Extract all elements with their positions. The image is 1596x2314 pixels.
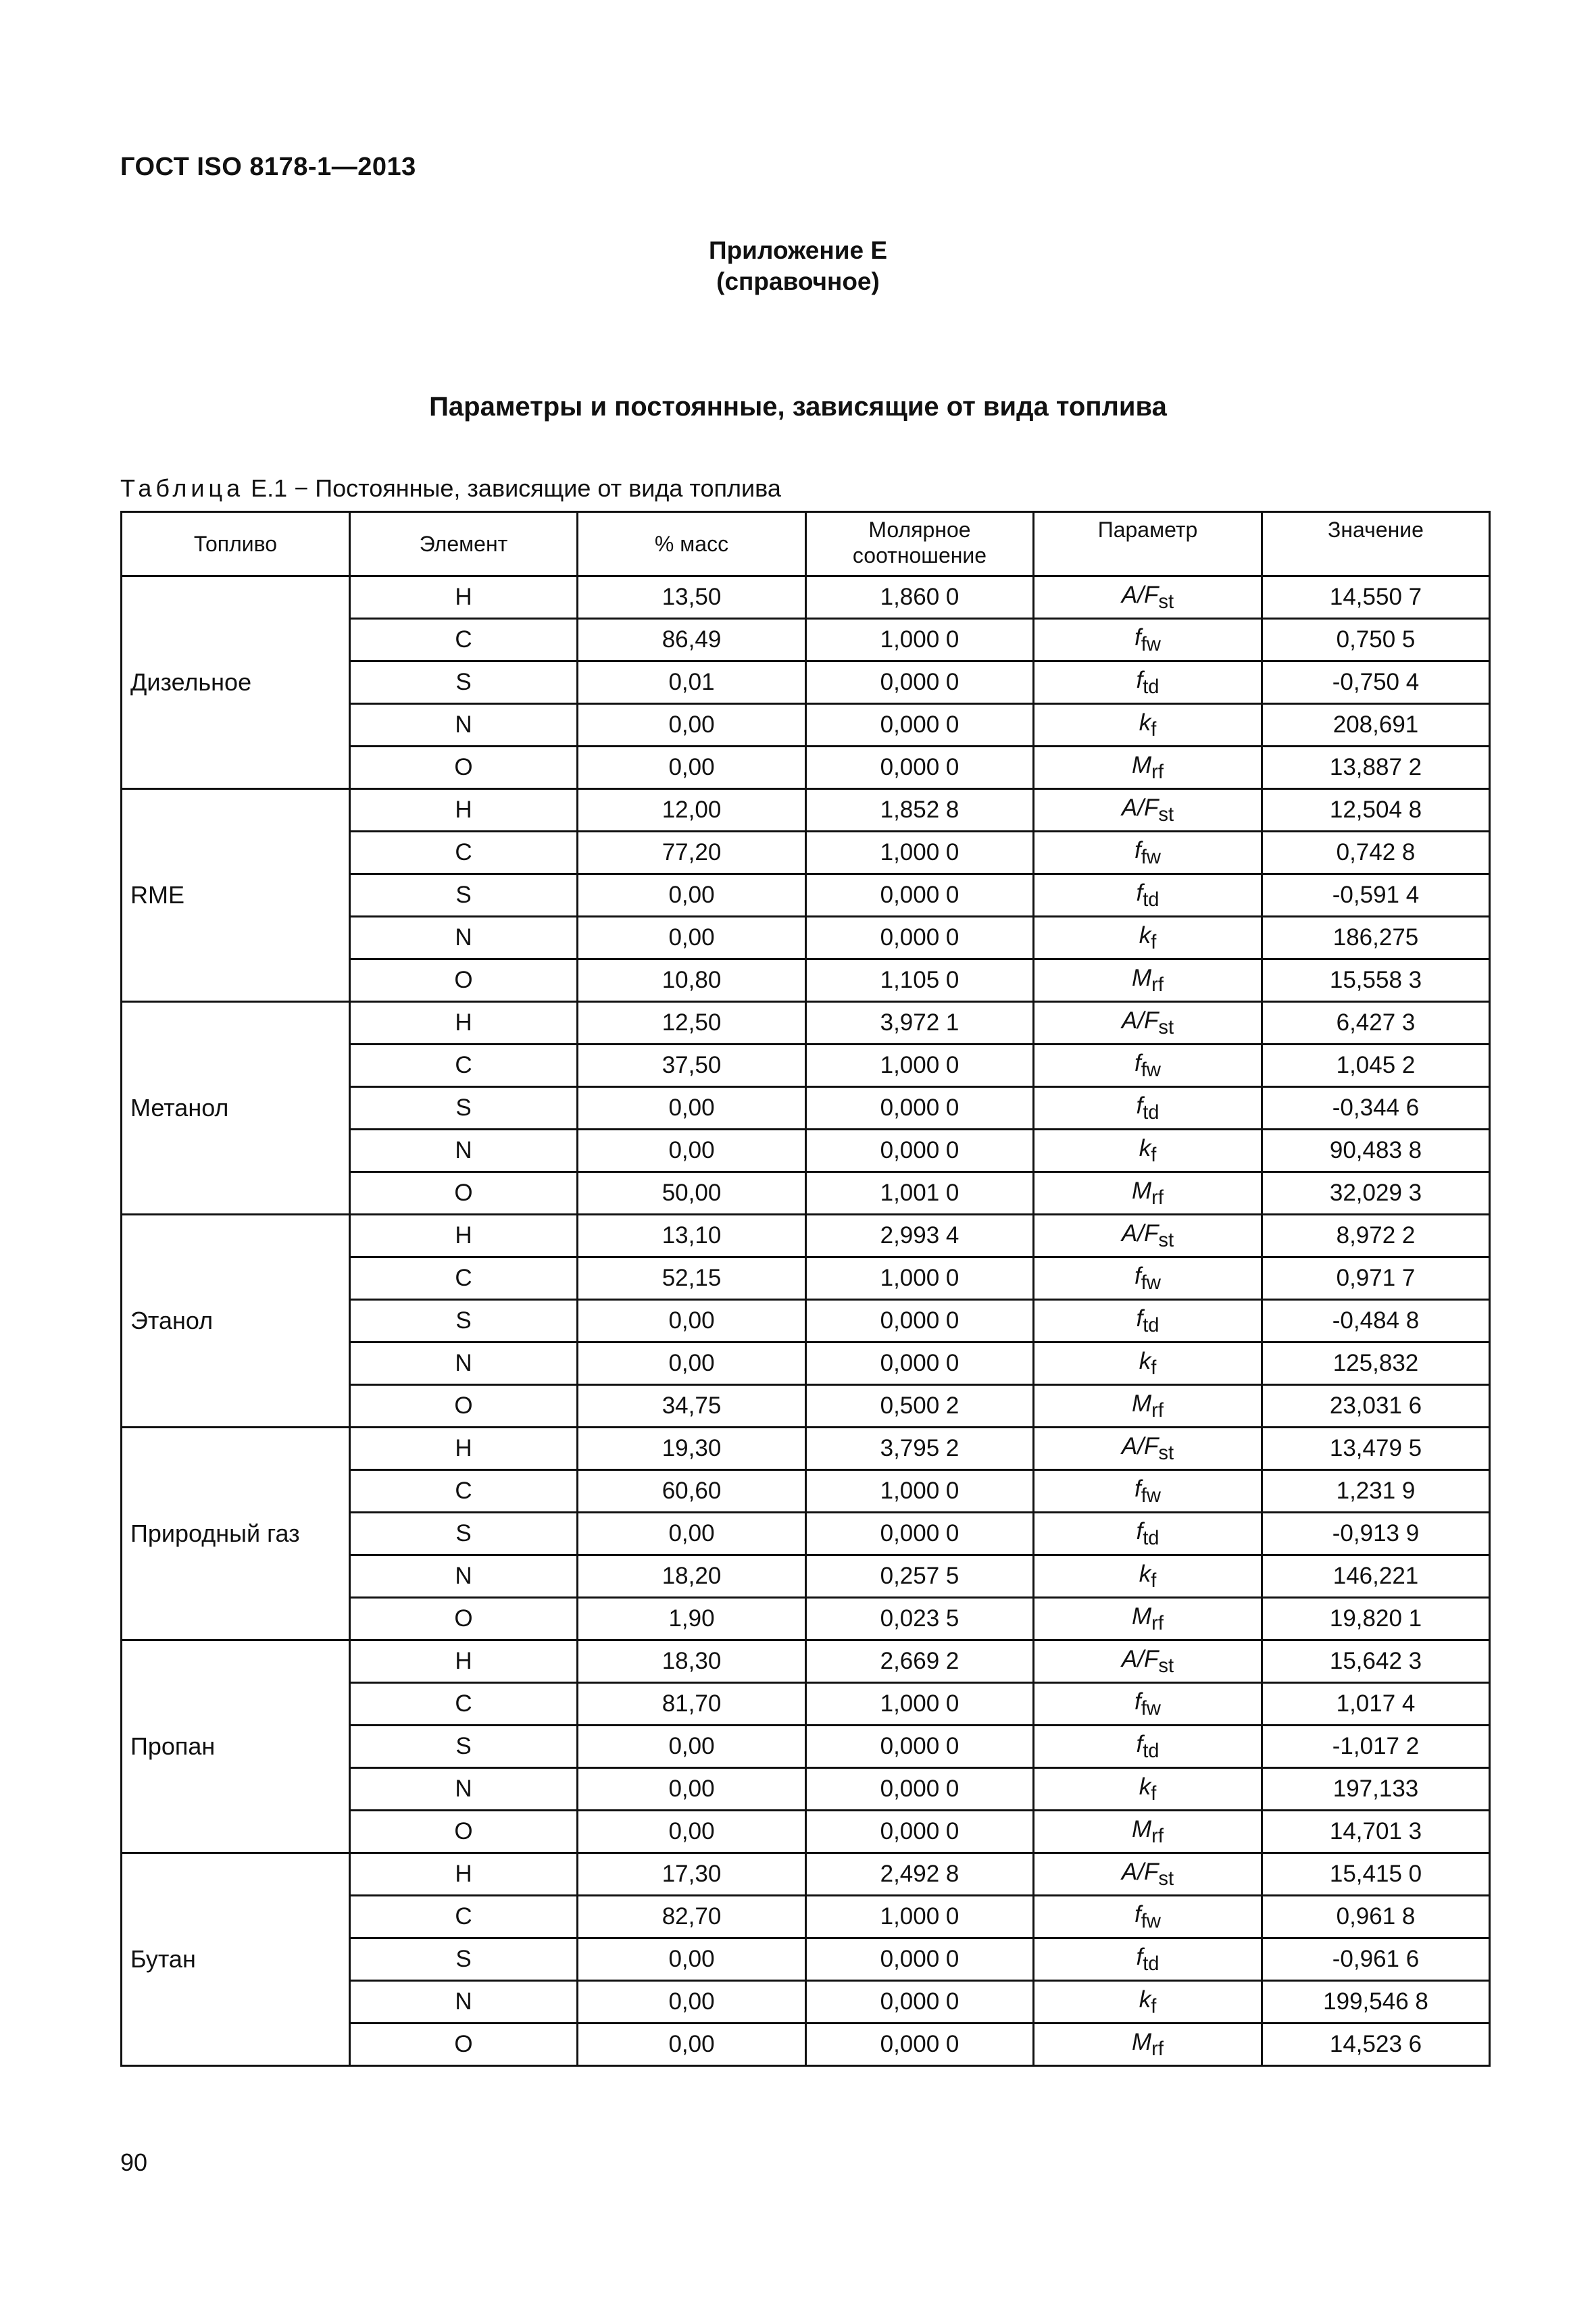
- element-cell: C: [350, 1470, 578, 1513]
- value-cell: 199,546 8: [1262, 1981, 1490, 2023]
- molar-cell: 1,000 0: [806, 832, 1034, 874]
- parameter-cell: [1034, 1853, 1262, 1896]
- element-cell: S: [350, 1938, 578, 1981]
- parameter-symbol: f: [1134, 1688, 1141, 1715]
- parameter-subscript: fw: [1141, 1272, 1161, 1294]
- mass-cell: 0,00: [578, 874, 806, 917]
- molar-cell: 1,000 0: [806, 1045, 1034, 1087]
- molar-cell: 0,000 0: [806, 1087, 1034, 1130]
- parameter-symbol: k: [1139, 1773, 1151, 1800]
- element-cell: S: [350, 1087, 578, 1130]
- parameter-symbol: f: [1136, 1730, 1143, 1757]
- parameter-cell: [1034, 1215, 1262, 1257]
- mass-cell: 50,00: [578, 1172, 806, 1215]
- molar-cell: 2,669 2: [806, 1640, 1034, 1683]
- parameter-subscript: f: [1151, 1995, 1157, 2017]
- parameter-cell: [1034, 1428, 1262, 1470]
- parameter-subscript: td: [1143, 676, 1159, 698]
- element-cell: C: [350, 832, 578, 874]
- parameter-cell: [1034, 1938, 1262, 1981]
- element-cell: O: [350, 1598, 578, 1640]
- parameter-subscript: rf: [1151, 2038, 1164, 2060]
- mass-cell: 86,49: [578, 619, 806, 661]
- parameter-symbol: f: [1134, 624, 1141, 651]
- mass-cell: 0,00: [578, 1087, 806, 1130]
- parameter-symbol: M: [1132, 964, 1152, 991]
- parameter-subscript: st: [1158, 803, 1174, 826]
- parameter-cell: [1034, 619, 1262, 661]
- parameter-symbol: k: [1139, 922, 1151, 949]
- molar-cell: 0,000 0: [806, 1130, 1034, 1172]
- parameter-symbol: k: [1139, 1134, 1151, 1161]
- parameter-subscript: f: [1151, 931, 1157, 953]
- value-cell: 15,558 3: [1262, 959, 1490, 1002]
- molar-cell: 0,000 0: [806, 874, 1034, 917]
- caption-label: Таблица: [120, 474, 245, 502]
- fuel-name-cell: Пропан: [122, 1640, 350, 1853]
- parameter-symbol: M: [1132, 751, 1152, 778]
- parameter-subscript: fw: [1141, 1484, 1161, 1507]
- mass-cell: 18,20: [578, 1555, 806, 1598]
- parameter-subscript: rf: [1151, 1186, 1164, 1209]
- molar-cell: 1,852 8: [806, 789, 1034, 832]
- appendix-heading: [0, 235, 1596, 297]
- value-cell: -0,344 6: [1262, 1087, 1490, 1130]
- parameter-symbol: f: [1134, 1049, 1141, 1076]
- molar-cell: 0,000 0: [806, 917, 1034, 959]
- mass-cell: 37,50: [578, 1045, 806, 1087]
- parameter-cell: [1034, 661, 1262, 704]
- parameter-cell: [1034, 704, 1262, 747]
- parameter-symbol: f: [1134, 1901, 1141, 1928]
- table-header-row: [122, 512, 1490, 576]
- value-cell: 6,427 3: [1262, 1002, 1490, 1045]
- value-cell: 15,415 0: [1262, 1853, 1490, 1896]
- parameter-subscript: f: [1151, 1782, 1157, 1805]
- parameter-subscript: st: [1158, 1229, 1174, 1251]
- parameter-subscript: fw: [1141, 1059, 1161, 1081]
- appendix-subtitle: (справочное): [716, 268, 880, 295]
- parameter-cell: [1034, 917, 1262, 959]
- parameter-subscript: fw: [1141, 846, 1161, 868]
- parameter-subscript: td: [1143, 1527, 1159, 1549]
- table-row: [122, 1215, 1490, 1257]
- parameter-subscript: st: [1158, 1867, 1174, 1890]
- section-title: Параметры и постоянные, зависящие от вида топлива: [429, 392, 1167, 422]
- element-cell: H: [350, 1640, 578, 1683]
- parameter-subscript: td: [1143, 1953, 1159, 1975]
- parameter-subscript: st: [1158, 1442, 1174, 1464]
- value-cell: 0,750 5: [1262, 619, 1490, 661]
- molar-cell: 2,993 4: [806, 1215, 1034, 1257]
- parameter-symbol: k: [1139, 1560, 1151, 1587]
- element-cell: H: [350, 1002, 578, 1045]
- header-molar: [806, 512, 1034, 576]
- table-row: [122, 1853, 1490, 1896]
- parameter-cell: [1034, 1130, 1262, 1172]
- molar-cell: 0,000 0: [806, 661, 1034, 704]
- parameter-subscript: st: [1158, 590, 1174, 613]
- table-row: [122, 1640, 1490, 1683]
- mass-cell: 0,00: [578, 1768, 806, 1811]
- parameter-cell: [1034, 789, 1262, 832]
- parameter-symbol: f: [1136, 1305, 1143, 1332]
- element-cell: C: [350, 1257, 578, 1300]
- molar-cell: 1,000 0: [806, 1257, 1034, 1300]
- fuel-name-cell: Метанол: [122, 1002, 350, 1215]
- element-cell: N: [350, 1981, 578, 2023]
- parameter-subscript: td: [1143, 1101, 1159, 1124]
- parameter-symbol: A/F: [1121, 581, 1159, 608]
- molar-cell: 0,000 0: [806, 1938, 1034, 1981]
- element-cell: S: [350, 1513, 578, 1555]
- molar-cell: 0,023 5: [806, 1598, 1034, 1640]
- fuel-name-cell: Дизельное: [122, 576, 350, 789]
- value-cell: 0,961 8: [1262, 1896, 1490, 1938]
- parameter-symbol: M: [1132, 1815, 1152, 1842]
- fuel-constants-table: [120, 511, 1491, 2067]
- molar-cell: 3,972 1: [806, 1002, 1034, 1045]
- parameter-subscript: f: [1151, 1144, 1157, 1166]
- value-cell: 19,820 1: [1262, 1598, 1490, 1640]
- parameter-subscript: rf: [1151, 761, 1164, 783]
- parameter-subscript: td: [1143, 1740, 1159, 1762]
- parameter-cell: [1034, 1257, 1262, 1300]
- element-cell: S: [350, 874, 578, 917]
- molar-cell: 1,000 0: [806, 619, 1034, 661]
- element-cell: N: [350, 917, 578, 959]
- value-cell: 23,031 6: [1262, 1385, 1490, 1428]
- mass-cell: 0,00: [578, 1513, 806, 1555]
- parameter-symbol: A/F: [1121, 1219, 1159, 1247]
- element-cell: H: [350, 1853, 578, 1896]
- mass-cell: 0,00: [578, 2023, 806, 2066]
- parameter-symbol: f: [1134, 1262, 1141, 1289]
- table-caption: [120, 474, 781, 503]
- parameter-subscript: td: [1143, 1314, 1159, 1336]
- parameter-symbol: f: [1136, 1092, 1143, 1119]
- value-cell: 208,691: [1262, 704, 1490, 747]
- mass-cell: 0,00: [578, 704, 806, 747]
- parameter-symbol: f: [1136, 1517, 1143, 1544]
- caption-text: − Постоянные, зависящие от вида топлива: [294, 474, 781, 502]
- header-element: Элемент: [350, 512, 578, 576]
- mass-cell: 77,20: [578, 832, 806, 874]
- mass-cell: 34,75: [578, 1385, 806, 1428]
- value-cell: 0,971 7: [1262, 1257, 1490, 1300]
- parameter-cell: [1034, 1896, 1262, 1938]
- parameter-subscript: rf: [1151, 1612, 1164, 1634]
- value-cell: 32,029 3: [1262, 1172, 1490, 1215]
- element-cell: S: [350, 1726, 578, 1768]
- mass-cell: 0,00: [578, 1130, 806, 1172]
- value-cell: 14,523 6: [1262, 2023, 1490, 2066]
- fuel-name-cell: Этанол: [122, 1215, 350, 1428]
- parameter-subscript: rf: [1151, 974, 1164, 996]
- element-cell: N: [350, 704, 578, 747]
- element-cell: C: [350, 1683, 578, 1726]
- mass-cell: 82,70: [578, 1896, 806, 1938]
- mass-cell: 13,10: [578, 1215, 806, 1257]
- parameter-cell: [1034, 1172, 1262, 1215]
- element-cell: H: [350, 576, 578, 619]
- value-cell: 13,887 2: [1262, 747, 1490, 789]
- mass-cell: 0,00: [578, 747, 806, 789]
- molar-cell: 1,860 0: [806, 576, 1034, 619]
- table-row: [122, 789, 1490, 832]
- parameter-subscript: st: [1158, 1655, 1174, 1677]
- element-cell: H: [350, 789, 578, 832]
- element-cell: O: [350, 1172, 578, 1215]
- molar-cell: 0,000 0: [806, 1513, 1034, 1555]
- parameter-cell: [1034, 1385, 1262, 1428]
- mass-cell: 0,00: [578, 1342, 806, 1385]
- molar-cell: 0,000 0: [806, 1342, 1034, 1385]
- parameter-subscript: st: [1158, 1016, 1174, 1038]
- molar-cell: 0,500 2: [806, 1385, 1034, 1428]
- parameter-symbol: A/F: [1121, 1007, 1159, 1034]
- value-cell: -0,961 6: [1262, 1938, 1490, 1981]
- parameter-symbol: M: [1132, 2028, 1152, 2055]
- parameter-subscript: rf: [1151, 1399, 1164, 1422]
- element-cell: N: [350, 1555, 578, 1598]
- element-cell: C: [350, 1045, 578, 1087]
- parameter-subscript: fw: [1141, 1910, 1161, 1932]
- element-cell: O: [350, 2023, 578, 2066]
- value-cell: -0,750 4: [1262, 661, 1490, 704]
- table-row: [122, 576, 1490, 619]
- parameter-subscript: fw: [1141, 633, 1161, 655]
- parameter-cell: [1034, 1087, 1262, 1130]
- value-cell: 90,483 8: [1262, 1130, 1490, 1172]
- element-cell: O: [350, 959, 578, 1002]
- parameter-subscript: td: [1143, 888, 1159, 911]
- parameter-cell: [1034, 576, 1262, 619]
- parameter-cell: [1034, 1811, 1262, 1853]
- mass-cell: 0,00: [578, 917, 806, 959]
- mass-cell: 0,00: [578, 1726, 806, 1768]
- value-cell: 13,479 5: [1262, 1428, 1490, 1470]
- molar-cell: 0,000 0: [806, 2023, 1034, 2066]
- mass-cell: 0,00: [578, 1811, 806, 1853]
- parameter-cell: [1034, 874, 1262, 917]
- molar-cell: 3,795 2: [806, 1428, 1034, 1470]
- table-body: [122, 576, 1490, 2066]
- parameter-cell: [1034, 1045, 1262, 1087]
- element-cell: N: [350, 1768, 578, 1811]
- molar-cell: 0,000 0: [806, 1768, 1034, 1811]
- mass-cell: 81,70: [578, 1683, 806, 1726]
- parameter-symbol: k: [1139, 1347, 1151, 1374]
- mass-cell: 0,00: [578, 1300, 806, 1342]
- parameter-subscript: fw: [1141, 1697, 1161, 1719]
- parameter-cell: [1034, 1726, 1262, 1768]
- header-molar-line1: Молярное: [868, 518, 971, 542]
- parameter-symbol: M: [1132, 1177, 1152, 1204]
- parameter-cell: [1034, 832, 1262, 874]
- fuel-name-cell: Бутан: [122, 1853, 350, 2066]
- value-cell: 14,701 3: [1262, 1811, 1490, 1853]
- element-cell: S: [350, 661, 578, 704]
- header-fuel: Топливо: [122, 512, 350, 576]
- molar-cell: 0,000 0: [806, 1300, 1034, 1342]
- molar-cell: 0,000 0: [806, 704, 1034, 747]
- header-value: Значение: [1262, 512, 1490, 576]
- parameter-subscript: f: [1151, 1569, 1157, 1592]
- molar-cell: 1,001 0: [806, 1172, 1034, 1215]
- molar-cell: 1,000 0: [806, 1896, 1034, 1938]
- element-cell: C: [350, 1896, 578, 1938]
- fuel-name-cell: RME: [122, 789, 350, 1002]
- value-cell: 146,221: [1262, 1555, 1490, 1598]
- appendix-title: Приложение Е: [708, 236, 888, 264]
- mass-cell: 60,60: [578, 1470, 806, 1513]
- value-cell: 15,642 3: [1262, 1640, 1490, 1683]
- element-cell: O: [350, 1385, 578, 1428]
- element-cell: O: [350, 1811, 578, 1853]
- value-cell: 0,742 8: [1262, 832, 1490, 874]
- value-cell: 1,045 2: [1262, 1045, 1490, 1087]
- element-cell: S: [350, 1300, 578, 1342]
- parameter-cell: [1034, 1342, 1262, 1385]
- molar-cell: 0,000 0: [806, 1811, 1034, 1853]
- parameter-symbol: f: [1134, 836, 1141, 863]
- parameter-symbol: k: [1139, 709, 1151, 736]
- parameter-cell: [1034, 959, 1262, 1002]
- parameter-symbol: A/F: [1121, 1858, 1159, 1885]
- page-number: 90: [120, 2148, 148, 2176]
- document-code: ГОСТ ISO 8178-1—2013: [120, 153, 416, 181]
- mass-cell: 12,50: [578, 1002, 806, 1045]
- parameter-cell: [1034, 1981, 1262, 2023]
- value-cell: 1,231 9: [1262, 1470, 1490, 1513]
- value-cell: 197,133: [1262, 1768, 1490, 1811]
- value-cell: -1,017 2: [1262, 1726, 1490, 1768]
- value-cell: 1,017 4: [1262, 1683, 1490, 1726]
- parameter-cell: [1034, 1555, 1262, 1598]
- parameter-cell: [1034, 1002, 1262, 1045]
- element-cell: H: [350, 1428, 578, 1470]
- mass-cell: 12,00: [578, 789, 806, 832]
- parameter-cell: [1034, 2023, 1262, 2066]
- parameter-symbol: k: [1139, 1986, 1151, 2013]
- parameter-cell: [1034, 1300, 1262, 1342]
- mass-cell: 10,80: [578, 959, 806, 1002]
- mass-cell: 1,90: [578, 1598, 806, 1640]
- mass-cell: 0,00: [578, 1938, 806, 1981]
- parameter-symbol: M: [1132, 1603, 1152, 1630]
- value-cell: 125,832: [1262, 1342, 1490, 1385]
- parameter-subscript: rf: [1151, 1825, 1164, 1847]
- fuel-name-cell: Природный газ: [122, 1428, 350, 1640]
- parameter-symbol: M: [1132, 1390, 1152, 1417]
- parameter-symbol: f: [1136, 666, 1143, 693]
- parameter-symbol: A/F: [1121, 1432, 1159, 1459]
- parameter-cell: [1034, 1470, 1262, 1513]
- element-cell: H: [350, 1215, 578, 1257]
- molar-cell: 2,492 8: [806, 1853, 1034, 1896]
- header-mass: % масс: [578, 512, 806, 576]
- mass-cell: 13,50: [578, 576, 806, 619]
- parameter-cell: [1034, 1513, 1262, 1555]
- table-row: [122, 1002, 1490, 1045]
- molar-cell: 1,105 0: [806, 959, 1034, 1002]
- parameter-symbol: f: [1136, 1943, 1143, 1970]
- value-cell: 186,275: [1262, 917, 1490, 959]
- parameter-cell: [1034, 1768, 1262, 1811]
- element-cell: O: [350, 747, 578, 789]
- molar-cell: 1,000 0: [806, 1470, 1034, 1513]
- parameter-cell: [1034, 1640, 1262, 1683]
- caption-number: Е.1: [251, 474, 288, 502]
- mass-cell: 0,00: [578, 1981, 806, 2023]
- parameter-symbol: A/F: [1121, 794, 1159, 821]
- value-cell: 12,504 8: [1262, 789, 1490, 832]
- parameter-symbol: f: [1136, 879, 1143, 906]
- value-cell: -0,484 8: [1262, 1300, 1490, 1342]
- header-parameter: Параметр: [1034, 512, 1262, 576]
- parameter-cell: [1034, 1683, 1262, 1726]
- molar-cell: 0,000 0: [806, 1981, 1034, 2023]
- parameter-subscript: f: [1151, 718, 1157, 740]
- value-cell: -0,913 9: [1262, 1513, 1490, 1555]
- parameter-cell: [1034, 1598, 1262, 1640]
- mass-cell: 52,15: [578, 1257, 806, 1300]
- value-cell: 14,550 7: [1262, 576, 1490, 619]
- parameter-symbol: A/F: [1121, 1645, 1159, 1672]
- molar-cell: 0,000 0: [806, 1726, 1034, 1768]
- mass-cell: 19,30: [578, 1428, 806, 1470]
- table-row: [122, 1428, 1490, 1470]
- mass-cell: 0,01: [578, 661, 806, 704]
- parameter-subscript: f: [1151, 1357, 1157, 1379]
- molar-cell: 0,257 5: [806, 1555, 1034, 1598]
- mass-cell: 17,30: [578, 1853, 806, 1896]
- element-cell: N: [350, 1130, 578, 1172]
- value-cell: 8,972 2: [1262, 1215, 1490, 1257]
- molar-cell: 1,000 0: [806, 1683, 1034, 1726]
- value-cell: -0,591 4: [1262, 874, 1490, 917]
- parameter-symbol: f: [1134, 1475, 1141, 1502]
- parameter-cell: [1034, 747, 1262, 789]
- header-molar-line2: соотношение: [852, 543, 987, 568]
- mass-cell: 18,30: [578, 1640, 806, 1683]
- molar-cell: 0,000 0: [806, 747, 1034, 789]
- element-cell: N: [350, 1342, 578, 1385]
- element-cell: C: [350, 619, 578, 661]
